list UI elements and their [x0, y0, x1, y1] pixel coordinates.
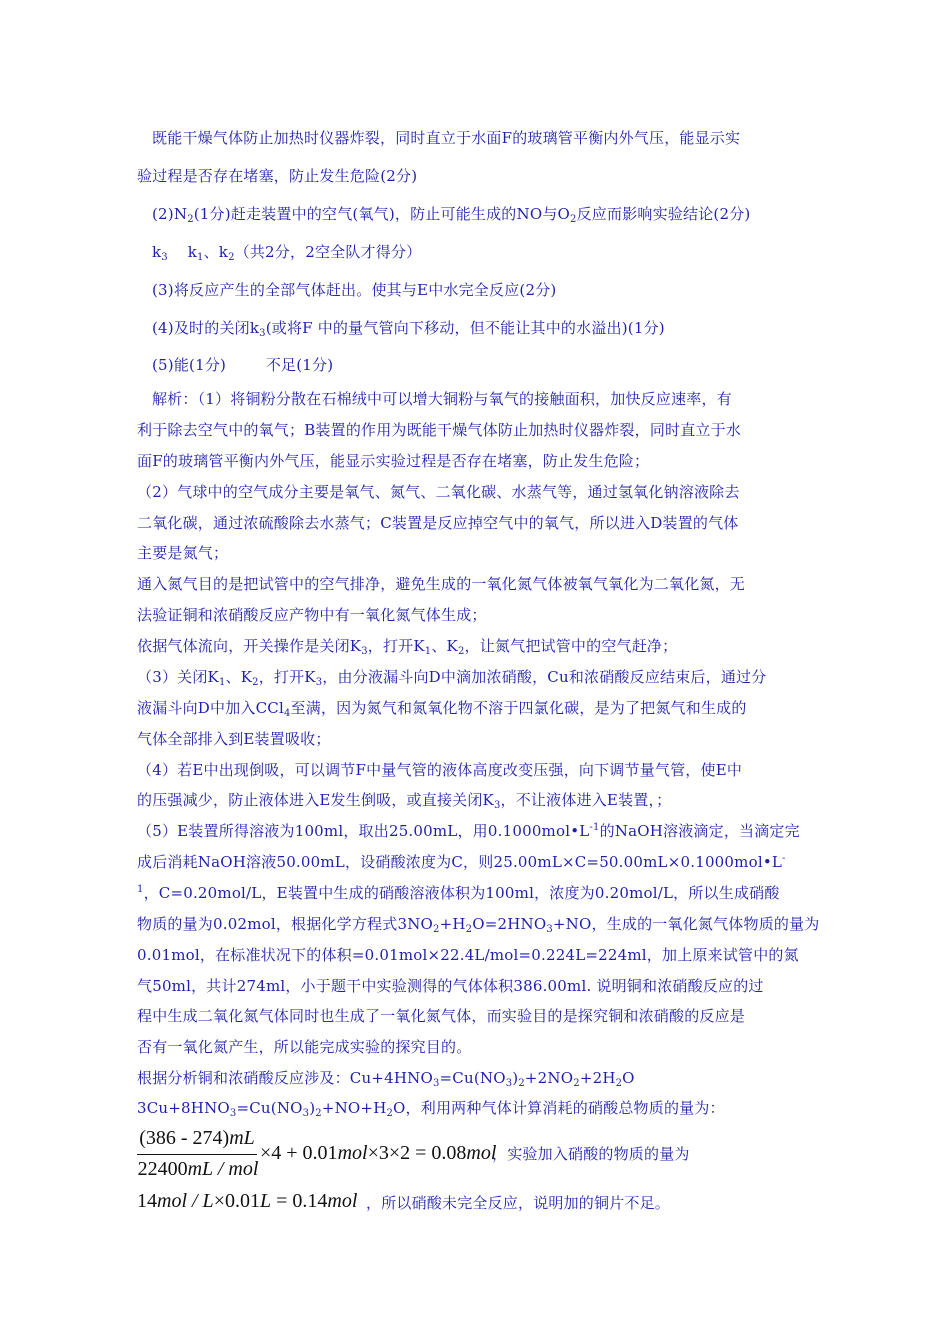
text-line-15: 法验证铜和浓硝酸反应产物中有一氧化氮气体生成；	[137, 606, 487, 624]
text-line-5: (3)将反应产生的全部气体赶出。使其与E中水完全反应(2分)	[152, 281, 557, 299]
text-line-24: $^1$，C=0.20mol/L，E装置中生成的硝酸溶液体积为100ml，浓度为0.20mol/L，所以生成硝酸	[137, 884, 780, 902]
text-line-23: 成后消耗NaOH溶液50.00mL，设硝酸浓度为C，则25.00mL×C=50.00mL×0.1000mol•L-	[137, 853, 786, 871]
formula-2-expression: 14mol / L×0.01L = 0.14mol	[137, 1190, 358, 1212]
text-line-14: 通入氮气目的是把试管中的空气排净，避免生成的一氧化氮气体被氧气氧化为二氧化氮，无	[137, 575, 746, 593]
text-line-6: (4)及时的关闭$k_3$(或将F 中的量气管向下移动，但不能让其中的水溢出)(1分)	[152, 319, 665, 339]
text-line-30: 根据分析铜和浓硝酸反应涉及：$Cu+4HNO_3=Cu(NO_3)_2+2NO_2+2H_2O$	[137, 1069, 635, 1089]
text-line-13: 主要是氮气；	[137, 544, 229, 562]
text-line-21: 的压强减少，防止液体进入E发生倒吸，或直接关闭$K_3$，不让液体进入E装置，；	[137, 791, 672, 811]
text-line-22: （5）E装置所得溶液为100ml，取出25.00mL，用$0.1000mol•L^{-1}$的NaOH溶液滴定，当滴定完	[137, 822, 800, 840]
text-line-1: 既能干燥气体防止加热时仪器炸裂，同时直立于水面F的玻璃管平衡内外气压，能显示实	[152, 129, 741, 147]
text-line-3: $(2)N_2(1$分)赶走装置中的空气(氧气)，防止可能生成的NO与$O_2$反应而影响实验结论(2分)	[152, 205, 751, 225]
text-line-26: 0.01mol，在标准状况下的体积=0.01mol×22.4L/mol=0.224L=224ml，加上原来试管中的氮	[137, 946, 799, 964]
formula-1-numerator: (386 - 274)mL	[139, 1127, 255, 1149]
text-line-7: (5)能(1分) 不足(1分)	[152, 356, 334, 374]
text-line-18: 液漏斗向D中加入CCl$_4$至满，因为氮气和氮氧化物不溶于四氯化碳，是为了把氮气和生成的	[137, 699, 747, 719]
text-line-25: 物质的量为0.02mol，根据化学方程式$3NO_2+H_2O=2HNO_3+NO$，生成的一氧化氮气体物质的量为	[137, 915, 820, 935]
text-line-12: 二氧化碳，通过浓硫酸除去水蒸气；C装置是反应掉空气中的氧气，所以进入D装置的气体	[137, 514, 739, 532]
text-line-27: 气50ml，共计274ml，小于题干中实验测得的气体体积386.00ml. 说明铜和浓硝酸反应的过	[137, 977, 764, 995]
text-line-20: （4）若E中出现倒吸，可以调节F中量气管的液体高度改变压强，向下调节量气管，使E中	[137, 761, 743, 779]
text-line-17: （3）关闭$K_1$、$K_2$，打开$K_3$，由分液漏斗向D中滴加浓硝酸，Cu和浓硝酸反应结束后，通过分	[137, 668, 767, 688]
text-line-10: 面F的玻璃管平衡内外气压，能显示实验过程是否存在堵塞，防止发生危险；	[137, 452, 650, 470]
formula-1-rest: ×4 + 0.01mol×3×2 = 0.08mol	[260, 1142, 497, 1164]
formula-2-text: ，所以硝酸未完全反应，说明加的铜片不足。	[366, 1194, 671, 1212]
formula-1-text: ，实验加入硝酸的物质的量为	[492, 1145, 690, 1163]
text-line-4: $k_3$ $k_1$、$k_2$（共2分，2空全队才得分）	[152, 243, 422, 263]
text-line-16: 依据气体流向，开关操作是关闭$K_3$，打开$K_1$、$K_2$，让氮气把试管中的空气赶净；	[137, 637, 678, 657]
text-line-9: 利于除去空气中的氧气；B装置的作用为既能干燥气体防止加热时仪器炸裂，同时直立于水	[137, 421, 742, 439]
text-line-31: $3Cu+8HNO_3=Cu(NO_3)_2+NO+H_2O$，利用两种气体计算消耗的硝酸总物质的量为：	[137, 1099, 725, 1119]
text-line-19: 气体全部排入到E装置吸收；	[137, 730, 331, 748]
text-line-11: （2）气球中的空气成分主要是氧气、氮气、二氧化碳、水蒸气等，通过氢氧化钠溶液除去	[137, 483, 740, 501]
text-line-28: 程中生成二氧化氮气体同时也生成了一氧化氮气体，而实验目的是探究铜和浓硝酸的反应是	[137, 1007, 746, 1025]
formula-1-denominator: 22400mL / mol	[137, 1158, 259, 1180]
fraction-bar	[137, 1154, 257, 1155]
text-line-2: 验过程是否存在堵塞，防止发生危险(2分)	[137, 167, 418, 185]
text-line-29: 否有一氧化氮产生，所以能完成实验的探究目的。	[137, 1038, 472, 1056]
text-line-8: 解析：（1）将铜粉分散在石棉绒中可以增大铜粉与氧气的接触面积，加快反应速率，有	[152, 390, 732, 408]
